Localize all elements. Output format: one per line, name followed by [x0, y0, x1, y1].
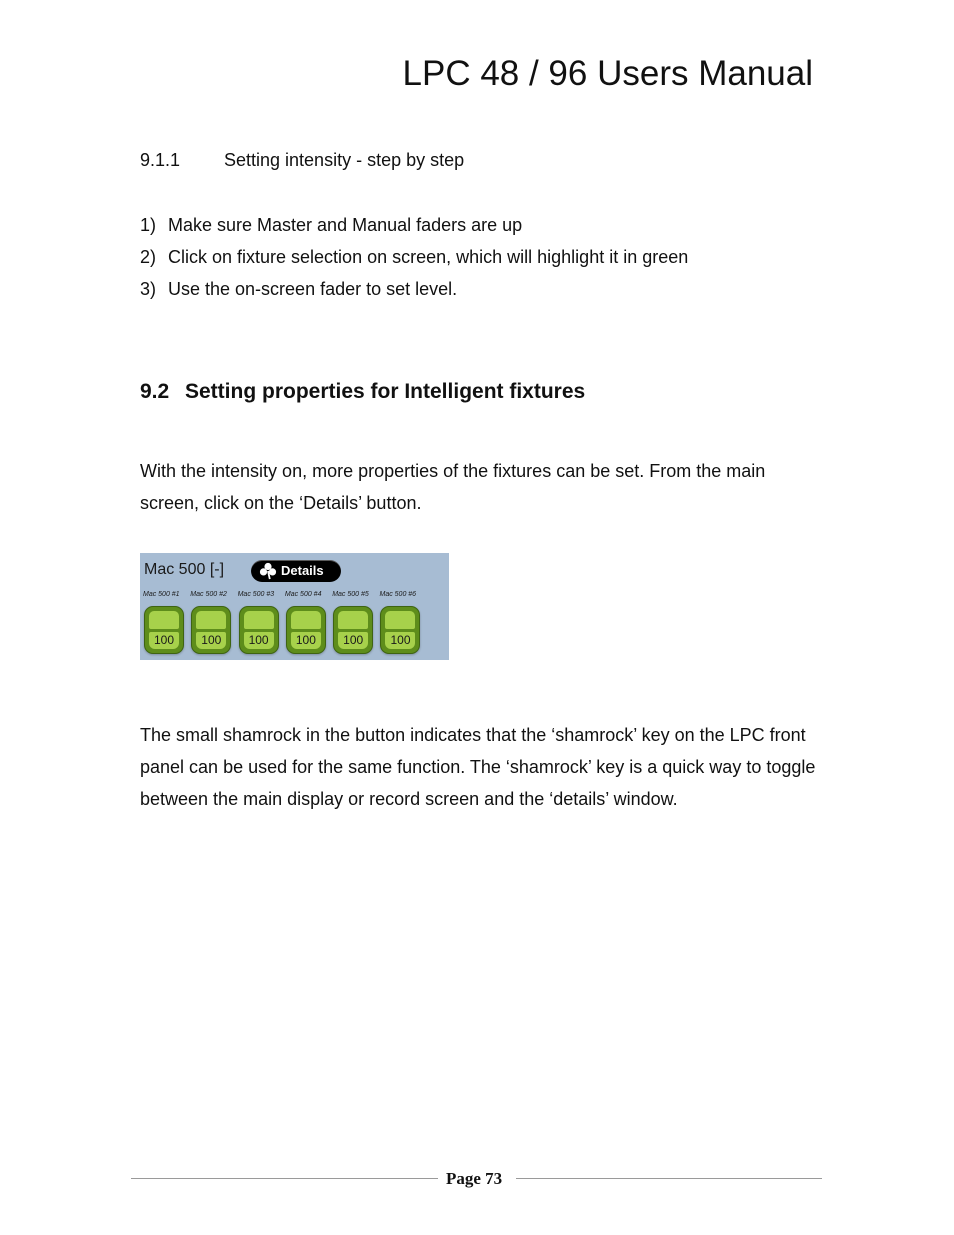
- subsection-title: Setting intensity - step by step: [224, 150, 465, 170]
- channel-label: Mac 500 #1: [143, 591, 180, 598]
- fader-handle: [149, 611, 179, 629]
- footer-divider-left: [131, 1178, 438, 1179]
- fader-handle: [291, 611, 321, 629]
- document-title: LPC 48 / 96 Users Manual: [402, 54, 813, 93]
- fader-level: 100: [196, 632, 226, 649]
- fixture-group-title: Mac 500 [-]: [144, 561, 225, 578]
- section-heading: [140, 380, 585, 404]
- fixture-fader[interactable]: [286, 606, 326, 654]
- fader-level: 100: [291, 632, 321, 649]
- step-number: 3): [140, 279, 157, 299]
- section-number: 9.2: [140, 380, 170, 403]
- footer-divider-right: [516, 1178, 822, 1179]
- step-number: 1): [140, 215, 157, 235]
- fader-handle: [244, 611, 274, 629]
- channel-label: Mac 500 #6: [379, 591, 417, 598]
- channel-label: Mac 500 #4: [284, 591, 322, 598]
- fixture-fader[interactable]: [191, 606, 231, 654]
- intro-paragraph: With the intensity on, more properties of the fixtures can be set. From the main screen, click on the ‘Details’ button.: [140, 461, 766, 513]
- shamrock-paragraph: The small shamrock in the button indicates that the ‘shamrock’ key on the LPC front panel can be used for the same function. The ‘shamrock’ key is a quick way to toggle between the main display or record screen and the ‘details’ window.: [140, 725, 816, 809]
- step-list: [140, 214, 688, 310]
- fader-level: 100: [149, 632, 179, 649]
- list-item: [140, 214, 688, 246]
- section-title: Setting properties for Intelligent fixtures: [185, 380, 586, 403]
- details-button-label: Details: [281, 563, 324, 578]
- fader-level: 100: [338, 632, 368, 649]
- subsection-number: 9.1.1: [140, 150, 181, 170]
- page-number: Page 73: [446, 1169, 503, 1188]
- step-number: 2): [140, 247, 157, 267]
- step-text: Make sure Master and Manual faders are up: [168, 215, 523, 235]
- channel-label: Mac 500 #3: [237, 591, 275, 598]
- details-button[interactable]: [251, 560, 341, 582]
- fixture-screenshot: [140, 553, 449, 660]
- fixture-fader[interactable]: [380, 606, 420, 654]
- fixture-fader[interactable]: [333, 606, 373, 654]
- channel-label: Mac 500 #2: [190, 591, 227, 598]
- fader-handle: [196, 611, 226, 629]
- step-text: Use the on-screen fader to set level.: [168, 279, 458, 299]
- channel-label: Mac 500 #5: [332, 591, 369, 598]
- shamrock-icon: [259, 562, 277, 580]
- fixture-fader[interactable]: [144, 606, 184, 654]
- list-item: [140, 278, 688, 310]
- fader-level: 100: [244, 632, 274, 649]
- fader-handle: [385, 611, 415, 629]
- fixture-fader[interactable]: [239, 606, 279, 654]
- fader-row: [144, 606, 428, 654]
- fader-handle: [338, 611, 368, 629]
- fader-level: 100: [385, 632, 415, 649]
- channel-labels: [143, 591, 447, 598]
- step-text: Click on fixture selection on screen, which will highlight it in green: [168, 247, 689, 267]
- list-item: [140, 246, 688, 278]
